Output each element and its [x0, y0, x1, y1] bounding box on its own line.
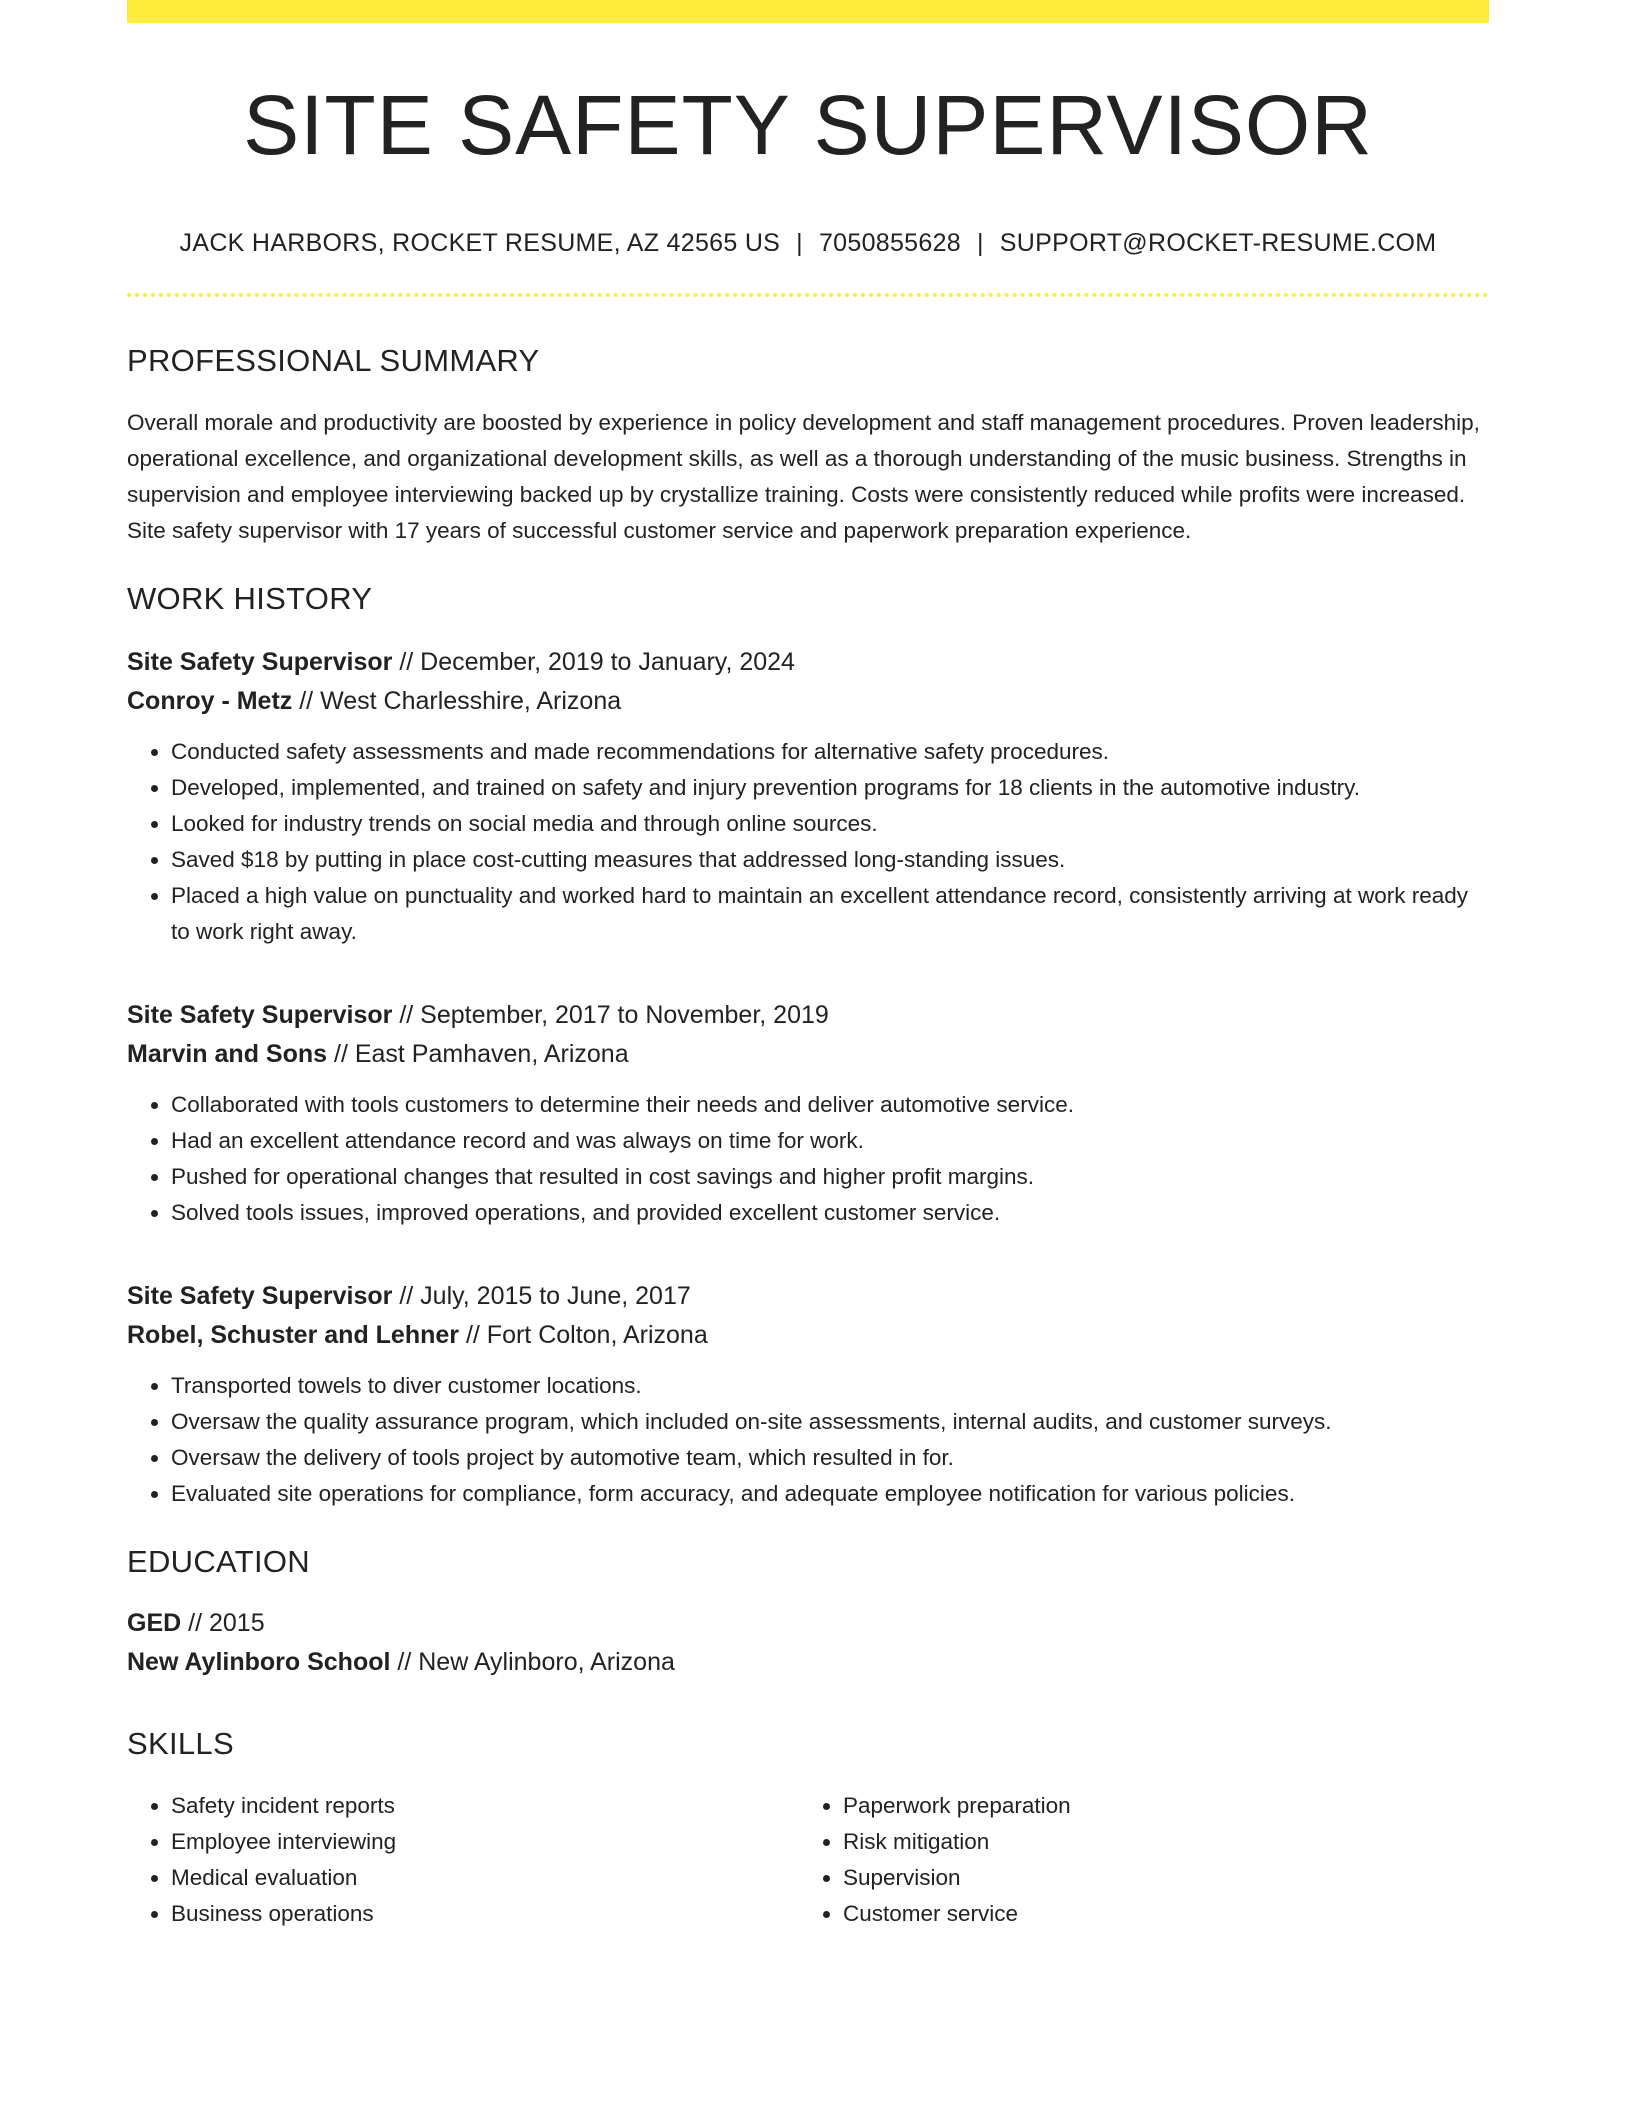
- job-dates: // December, 2019 to January, 2024: [399, 648, 795, 676]
- job-bullet: • Had an excellent attendance record and was always on time for work.: [171, 1123, 1489, 1159]
- contact-phone: 7050855628: [818, 229, 961, 257]
- job-bullet: • Pushed for operational changes that resulted in cost savings and higher profit margins.: [171, 1159, 1489, 1195]
- contact-separator: |: [977, 229, 984, 257]
- skill-item: • Supervision: [843, 1860, 1471, 1896]
- education-entry: [127, 1604, 1489, 1682]
- work-history-heading: WORK HISTORY: [127, 581, 373, 616]
- contact-email: SUPPORT@ROCKET-RESUME.COM: [999, 229, 1437, 257]
- job-company-line: [127, 682, 1489, 721]
- job-title: Site Safety Supervisor: [127, 1001, 393, 1029]
- job-bullet: • Placed a high value on punctuality and worked hard to maintain an excellent attendance record, consistently arriving at work ready to work right away.: [171, 878, 1489, 950]
- contact-line: [127, 229, 1489, 258]
- education-year: // 2015: [188, 1609, 265, 1637]
- job-bullet: • Looked for industry trends on social media and through online sources.: [171, 806, 1489, 842]
- job-bullet: • Developed, implemented, and trained on safety and injury prevention programs for 18 clients in the automotive industry.: [171, 770, 1489, 806]
- job-title-line: [127, 643, 1489, 682]
- job-bullet-list: [127, 734, 1489, 950]
- education-degree-line: [127, 1604, 1489, 1643]
- job-title: Site Safety Supervisor: [127, 648, 393, 676]
- job-dates: // July, 2015 to June, 2017: [399, 1282, 691, 1310]
- education-school: New Aylinboro School: [127, 1648, 391, 1676]
- skill-item: • Customer service: [843, 1896, 1471, 1932]
- job-company-line: [127, 1316, 1489, 1355]
- job-bullet-list: [127, 1087, 1489, 1231]
- skills-column-left: [127, 1788, 799, 1932]
- education-heading: EDUCATION: [127, 1544, 310, 1579]
- resume-page: [127, 0, 1489, 1932]
- job-bullet: • Oversaw the quality assurance program, which included on-site assessments, internal audits, and customer surveys.: [171, 1404, 1489, 1440]
- job-company: Conroy - Metz: [127, 687, 293, 715]
- job-company: Marvin and Sons: [127, 1040, 328, 1068]
- job-bullet: • Evaluated site operations for compliance, form accuracy, and adequate employee notification for various policies.: [171, 1476, 1489, 1512]
- job-bullet: • Collaborated with tools customers to determine their needs and deliver automotive service.: [171, 1087, 1489, 1123]
- job-company-line: [127, 1035, 1489, 1074]
- job-bullet: • Solved tools issues, improved operations, and provided excellent customer service.: [171, 1195, 1489, 1231]
- skills-grid: [127, 1788, 1489, 1932]
- skill-item: • Employee interviewing: [171, 1824, 799, 1860]
- job-bullet: • Transported towels to diver customer locations.: [171, 1368, 1489, 1404]
- skill-item: • Business operations: [171, 1896, 799, 1932]
- job-location: // West Charlesshire, Arizona: [299, 687, 622, 715]
- job-location: // Fort Colton, Arizona: [465, 1321, 708, 1349]
- resume-title: SITE SAFETY SUPERVISOR: [243, 78, 1373, 172]
- job-title-line: [127, 996, 1489, 1035]
- summary-heading: PROFESSIONAL SUMMARY: [127, 343, 540, 378]
- job-entry: [127, 1277, 1489, 1512]
- job-entry: [127, 643, 1489, 950]
- skills-heading: SKILLS: [127, 1726, 234, 1761]
- accent-top-bar: [127, 0, 1489, 23]
- job-dates: // September, 2017 to November, 2019: [399, 1001, 829, 1029]
- job-title: Site Safety Supervisor: [127, 1282, 393, 1310]
- education-degree: GED: [127, 1609, 182, 1637]
- job-bullet: • Oversaw the delivery of tools project by automotive team, which resulted in for.: [171, 1440, 1489, 1476]
- skill-item: • Safety incident reports: [171, 1788, 799, 1824]
- skills-column-right: [799, 1788, 1471, 1932]
- job-bullet-list: [127, 1368, 1489, 1512]
- job-entry: [127, 996, 1489, 1231]
- dotted-divider: [127, 293, 1489, 297]
- skill-item: • Medical evaluation: [171, 1860, 799, 1896]
- education-school-line: [127, 1643, 1489, 1682]
- job-bullet: • Conducted safety assessments and made recommendations for alternative safety procedures.: [171, 734, 1489, 770]
- job-title-line: [127, 1277, 1489, 1316]
- summary-text: Overall morale and productivity are boosted by experience in policy development and staff management procedures. Proven leadership, operational excellence, and organizational development skills, as well as a thorough understanding of the music business. Strengths in supervision and employee interviewing backed up by crystallize training. Costs were consistently reduced while profits were increased. Site safety supervisor with 17 years of successful customer service and paperwork preparation experience.: [127, 410, 1480, 543]
- contact-address: JACK HARBORS, ROCKET RESUME, AZ 42565 US: [179, 229, 781, 257]
- job-location: // East Pamhaven, Arizona: [334, 1040, 629, 1068]
- education-location: // New Aylinboro, Arizona: [397, 1648, 675, 1676]
- job-company: Robel, Schuster and Lehner: [127, 1321, 460, 1349]
- contact-separator: |: [796, 229, 803, 257]
- skill-item: • Risk mitigation: [843, 1824, 1471, 1860]
- job-bullet: • Saved $18 by putting in place cost-cutting measures that addressed long-standing issues.: [171, 842, 1489, 878]
- skill-item: • Paperwork preparation: [843, 1788, 1471, 1824]
